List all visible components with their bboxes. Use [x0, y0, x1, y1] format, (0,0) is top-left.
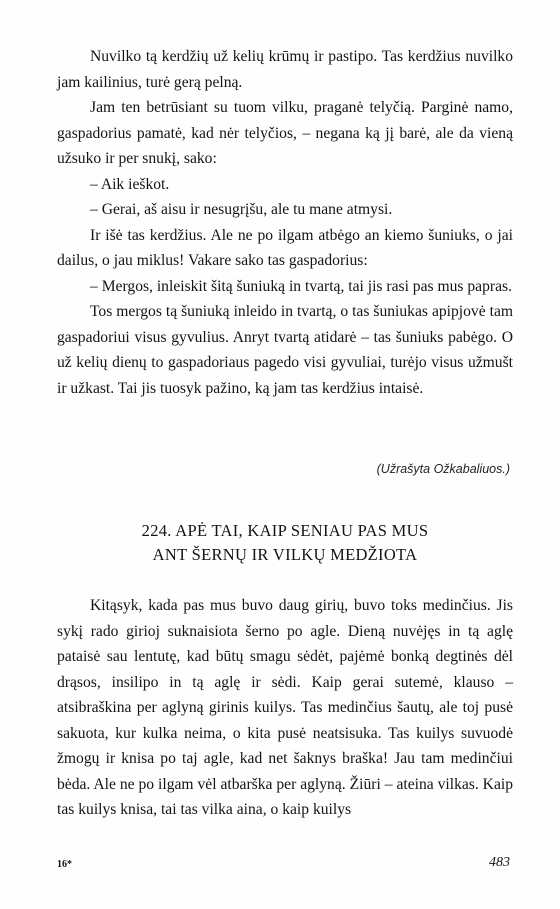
paragraph: Tos mergos tą šuniuką inleido in tvartą, o tas šuniukas apipjovė tam gaspadoriui visus gyvulius. Anryt tvartą atidarė – tas šuniuks pabėgo. O už kelių dienų to gaspadoriaus pagedo visi gyvuliai, turėjo visus užmušt ir užkast. Tai jis tuosyk pažino, ką jam tas kerdžius intaisė.	[57, 303, 513, 397]
paragraph: Nuvilko tą kerdžių už kelių krūmų ir pastipo. Tas kerdžius nuvilko jam kailinius, turė gerą pelną.	[57, 48, 513, 91]
page-number: 483	[489, 855, 510, 870]
story-beginning-text	[57, 593, 513, 823]
dialogue-line: – Aik ieškot.	[90, 175, 170, 193]
story-ending-text	[57, 44, 513, 401]
printer-signature-mark: 16*	[57, 859, 72, 870]
dialogue-line: – Mergos, inleiskit šitą šuniuką in tvartą, tai jis rasi pas mus papras.	[90, 277, 512, 295]
heading-line-2: ANT ŠERNŲ IR VILKŲ MEDŽIOTA	[152, 545, 418, 564]
heading-line-1: 224. APĖ TAI, KAIP SENIAU PAS MUS	[141, 521, 429, 540]
paragraph: Jam ten betrūsiant su tuom vilku, praganė telyčią. Parginė namo, gaspadorius pamatė, kad nėr telyčios, – negana ką jį barė, ale da vieną užsuko ir per snukį, sako:	[57, 99, 513, 167]
story-heading	[57, 519, 513, 567]
paragraph: Kitąsyk, kada pas mus buvo daug girių, buvo toks medinčius. Jis sykį rado girioj suknaisiota šerno po agle. Dieną nuvėjęs in tą aglę pataisė sau lentutę, kad būtų smagu sėdėt, pajėmė bonką degtinės dėl drąsos, insilipo in tą aglę ir sėdi. Kaip gerai sutemė, klauso – atsibraškina per aglyną girinis kuilys. Tas medinčius šautų, ale toj pusė sakuota, kur kulka neima, o kita pusė neatsisuka. Tas kuilys suvuodė žmogų ir knisa po taj agle, kad net šaknys braška! Jau tam medinčiui bėda. Ale ne po ilgam vėl atbarška per aglyną. Žiūri – ateina vilkas. Kaip tas kuilys knisa, tai tas vilka aina, o kaip kuilys	[57, 597, 513, 818]
paragraph: Ir išė tas kerdžius. Ale ne po ilgam atbėgo an kiemo šuniuks, o jai dailus, o jau miklus! Vakare sako tas gaspadorius:	[57, 226, 513, 269]
dialogue-line: – Gerai, aš aisu ir nesugrįšu, ale tu mane atmysi.	[90, 201, 393, 218]
source-note: (Užrašyta Ožkabaliuos.)	[376, 462, 510, 476]
